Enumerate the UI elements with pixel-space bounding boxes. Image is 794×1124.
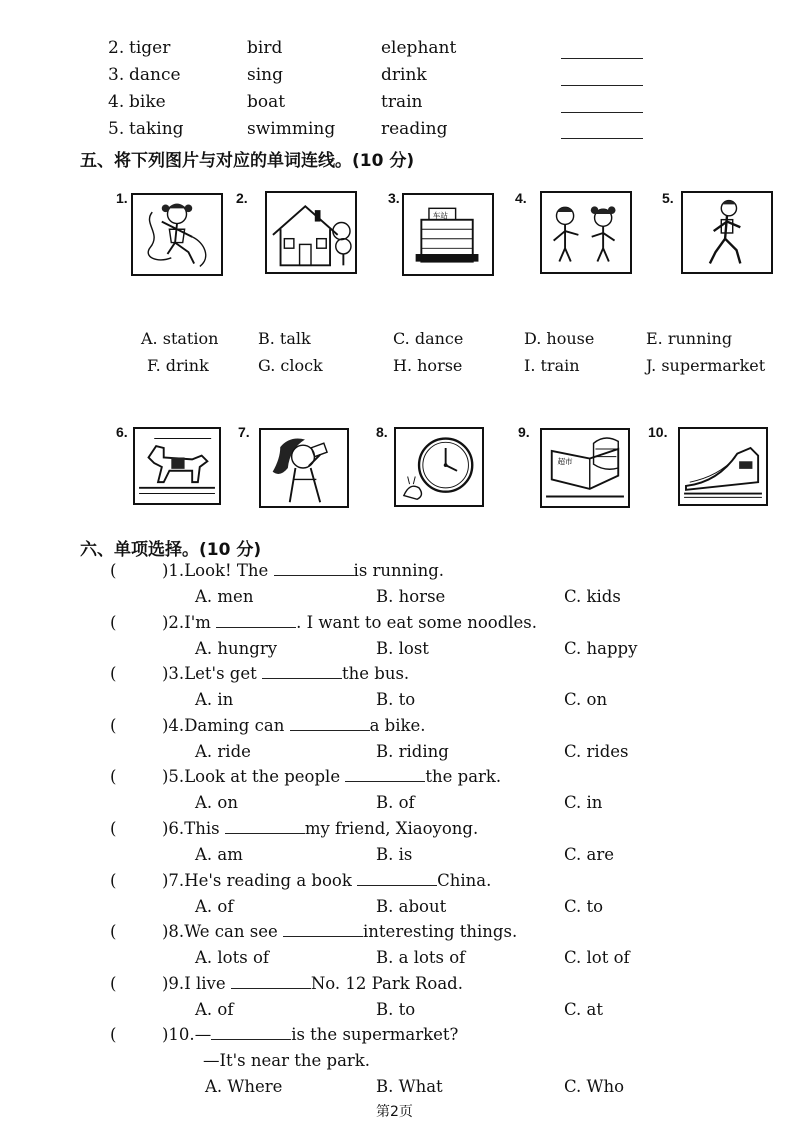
word-station[interactable]: A. station	[141, 329, 219, 348]
option-c[interactable]: C. on	[564, 690, 608, 709]
question-stem: )8.We can see interesting things.	[162, 922, 518, 941]
option-c[interactable]: C. at	[564, 1000, 603, 1019]
picture-number: 2.	[236, 190, 248, 206]
picture-number: 7.	[238, 424, 250, 440]
answer-paren[interactable]: (	[110, 561, 117, 580]
question-stem: )7.He's reading a book China.	[162, 871, 492, 890]
option-a[interactable]: A. men	[195, 587, 254, 606]
word-1: taking	[129, 119, 184, 139]
word-dance[interactable]: C. dance	[393, 329, 464, 348]
picture-number: 3.	[388, 190, 400, 206]
option-c[interactable]: C. in	[564, 793, 603, 812]
word-talk[interactable]: B. talk	[258, 329, 311, 348]
answer-paren[interactable]: (	[110, 1025, 117, 1044]
answer-blank[interactable]	[561, 85, 643, 86]
word-2: bird	[247, 38, 283, 58]
blank[interactable]	[290, 716, 370, 731]
station-building-icon[interactable]	[402, 193, 494, 276]
supermarket-sign: 超市	[557, 457, 573, 467]
question-stem: )1.Look! The is running.	[162, 561, 445, 580]
answer-paren[interactable]: (	[110, 819, 117, 838]
word-horse[interactable]: H. horse	[393, 356, 463, 375]
option-a[interactable]: A. hungry	[195, 639, 278, 658]
picture-number: 10.	[648, 424, 668, 440]
answer-paren[interactable]: (	[110, 767, 117, 786]
word-1: bike	[129, 92, 166, 112]
option-b[interactable]: B. of	[376, 793, 415, 812]
station-sign: 车站	[432, 210, 448, 220]
blank[interactable]	[357, 871, 437, 886]
option-a[interactable]: A. ride	[195, 742, 251, 761]
blank[interactable]	[216, 613, 296, 628]
answer-paren[interactable]: (	[110, 664, 117, 683]
blank[interactable]	[231, 974, 311, 989]
question-stem: )3.Let's get the bus.	[162, 664, 410, 683]
picture-number: 6.	[116, 424, 128, 440]
option-a[interactable]: A. in	[195, 690, 234, 709]
option-c[interactable]: C. happy	[564, 639, 638, 658]
word-3: elephant	[381, 38, 457, 58]
option-c[interactable]: C. to	[564, 897, 604, 916]
option-b[interactable]: B. to	[376, 1000, 416, 1019]
supermarket-icon[interactable]	[540, 428, 630, 508]
section-5-heading: 五、将下列图片与对应的单词连线。(10 分)	[80, 151, 415, 171]
word-1: tiger	[129, 38, 171, 58]
option-c[interactable]: C. are	[564, 845, 615, 864]
blank[interactable]	[262, 664, 342, 679]
house-icon[interactable]	[265, 191, 357, 274]
option-a[interactable]: A. on	[195, 793, 238, 812]
answer-paren[interactable]: (	[110, 716, 117, 735]
option-b[interactable]: B. horse	[376, 587, 446, 606]
picture-number: 1.	[116, 190, 128, 206]
picture-number: 4.	[515, 190, 527, 206]
option-a[interactable]: A. lots of	[195, 948, 270, 967]
dialogue-reply: —It's near the park.	[203, 1051, 371, 1070]
row-number: 4.	[108, 92, 125, 112]
word-house[interactable]: D. house	[524, 329, 595, 348]
option-c[interactable]: C. Who	[564, 1077, 625, 1096]
girl-drinking-icon[interactable]	[259, 428, 349, 508]
option-b[interactable]: B. about	[376, 897, 447, 916]
question-stem: )4.Daming can a bike.	[162, 716, 426, 735]
answer-blank[interactable]	[561, 112, 643, 113]
question-stem: )6.This my friend, Xiaoyong.	[162, 819, 479, 838]
option-b[interactable]: B. lost	[376, 639, 429, 658]
question-stem: )5.Look at the people the park.	[162, 767, 502, 786]
row-number: 3.	[108, 65, 125, 85]
question-stem: )9.I live No. 12 Park Road.	[162, 974, 463, 993]
answer-paren[interactable]: (	[110, 613, 117, 632]
picture-number: 9.	[518, 424, 530, 440]
option-c[interactable]: C. kids	[564, 587, 621, 606]
word-drink[interactable]: F. drink	[147, 356, 209, 375]
horse-icon[interactable]	[133, 427, 221, 505]
picture-number: 5.	[662, 190, 674, 206]
word-2: swimming	[247, 119, 336, 139]
section-6-heading: 六、单项选择。(10 分)	[80, 540, 262, 560]
train-icon[interactable]	[678, 427, 768, 506]
option-b[interactable]: B. a lots of	[376, 948, 466, 967]
children-talking-icon[interactable]	[540, 191, 632, 274]
option-c[interactable]: C. rides	[564, 742, 629, 761]
option-a[interactable]: A. of	[195, 1000, 234, 1019]
option-a[interactable]: A. of	[195, 897, 234, 916]
runner-icon[interactable]	[681, 191, 773, 274]
option-b[interactable]: B. What	[376, 1077, 443, 1096]
blank[interactable]	[211, 1025, 291, 1040]
option-b[interactable]: B. is	[376, 845, 413, 864]
picture-number: 8.	[376, 424, 388, 440]
answer-blank[interactable]	[561, 58, 643, 59]
word-2: sing	[247, 65, 283, 85]
option-b[interactable]: B. to	[376, 690, 416, 709]
blank[interactable]	[283, 922, 363, 937]
clock-icon[interactable]	[394, 427, 484, 507]
word-running[interactable]: E. running	[646, 329, 733, 348]
page-number: 第2页	[376, 1104, 413, 1120]
answer-paren[interactable]: (	[110, 871, 117, 890]
word-1: dance	[129, 65, 181, 85]
girl-dancing-ribbon-icon[interactable]	[131, 193, 223, 276]
blank[interactable]	[345, 767, 425, 782]
word-train[interactable]: I. train	[524, 356, 580, 375]
word-3: drink	[381, 65, 427, 85]
row-number: 2.	[108, 38, 125, 58]
row-number: 5.	[108, 119, 125, 139]
word-3: reading	[381, 119, 448, 139]
blank[interactable]	[274, 561, 354, 576]
word-clock[interactable]: G. clock	[258, 356, 323, 375]
answer-paren[interactable]: (	[110, 922, 117, 941]
word-supermarket[interactable]: J. supermarket	[646, 356, 766, 375]
question-stem: )10.— is the supermarket?	[162, 1025, 459, 1044]
answer-paren[interactable]: (	[110, 974, 117, 993]
option-a[interactable]: A. am	[195, 845, 243, 864]
option-c[interactable]: C. lot of	[564, 948, 630, 967]
word-3: train	[381, 92, 423, 112]
answer-blank[interactable]	[561, 138, 643, 139]
option-b[interactable]: B. riding	[376, 742, 449, 761]
option-a[interactable]: A. Where	[205, 1077, 283, 1096]
question-stem: )2.I'm . I want to eat some noodles.	[162, 613, 538, 632]
blank[interactable]	[225, 819, 305, 834]
word-2: boat	[247, 92, 286, 112]
